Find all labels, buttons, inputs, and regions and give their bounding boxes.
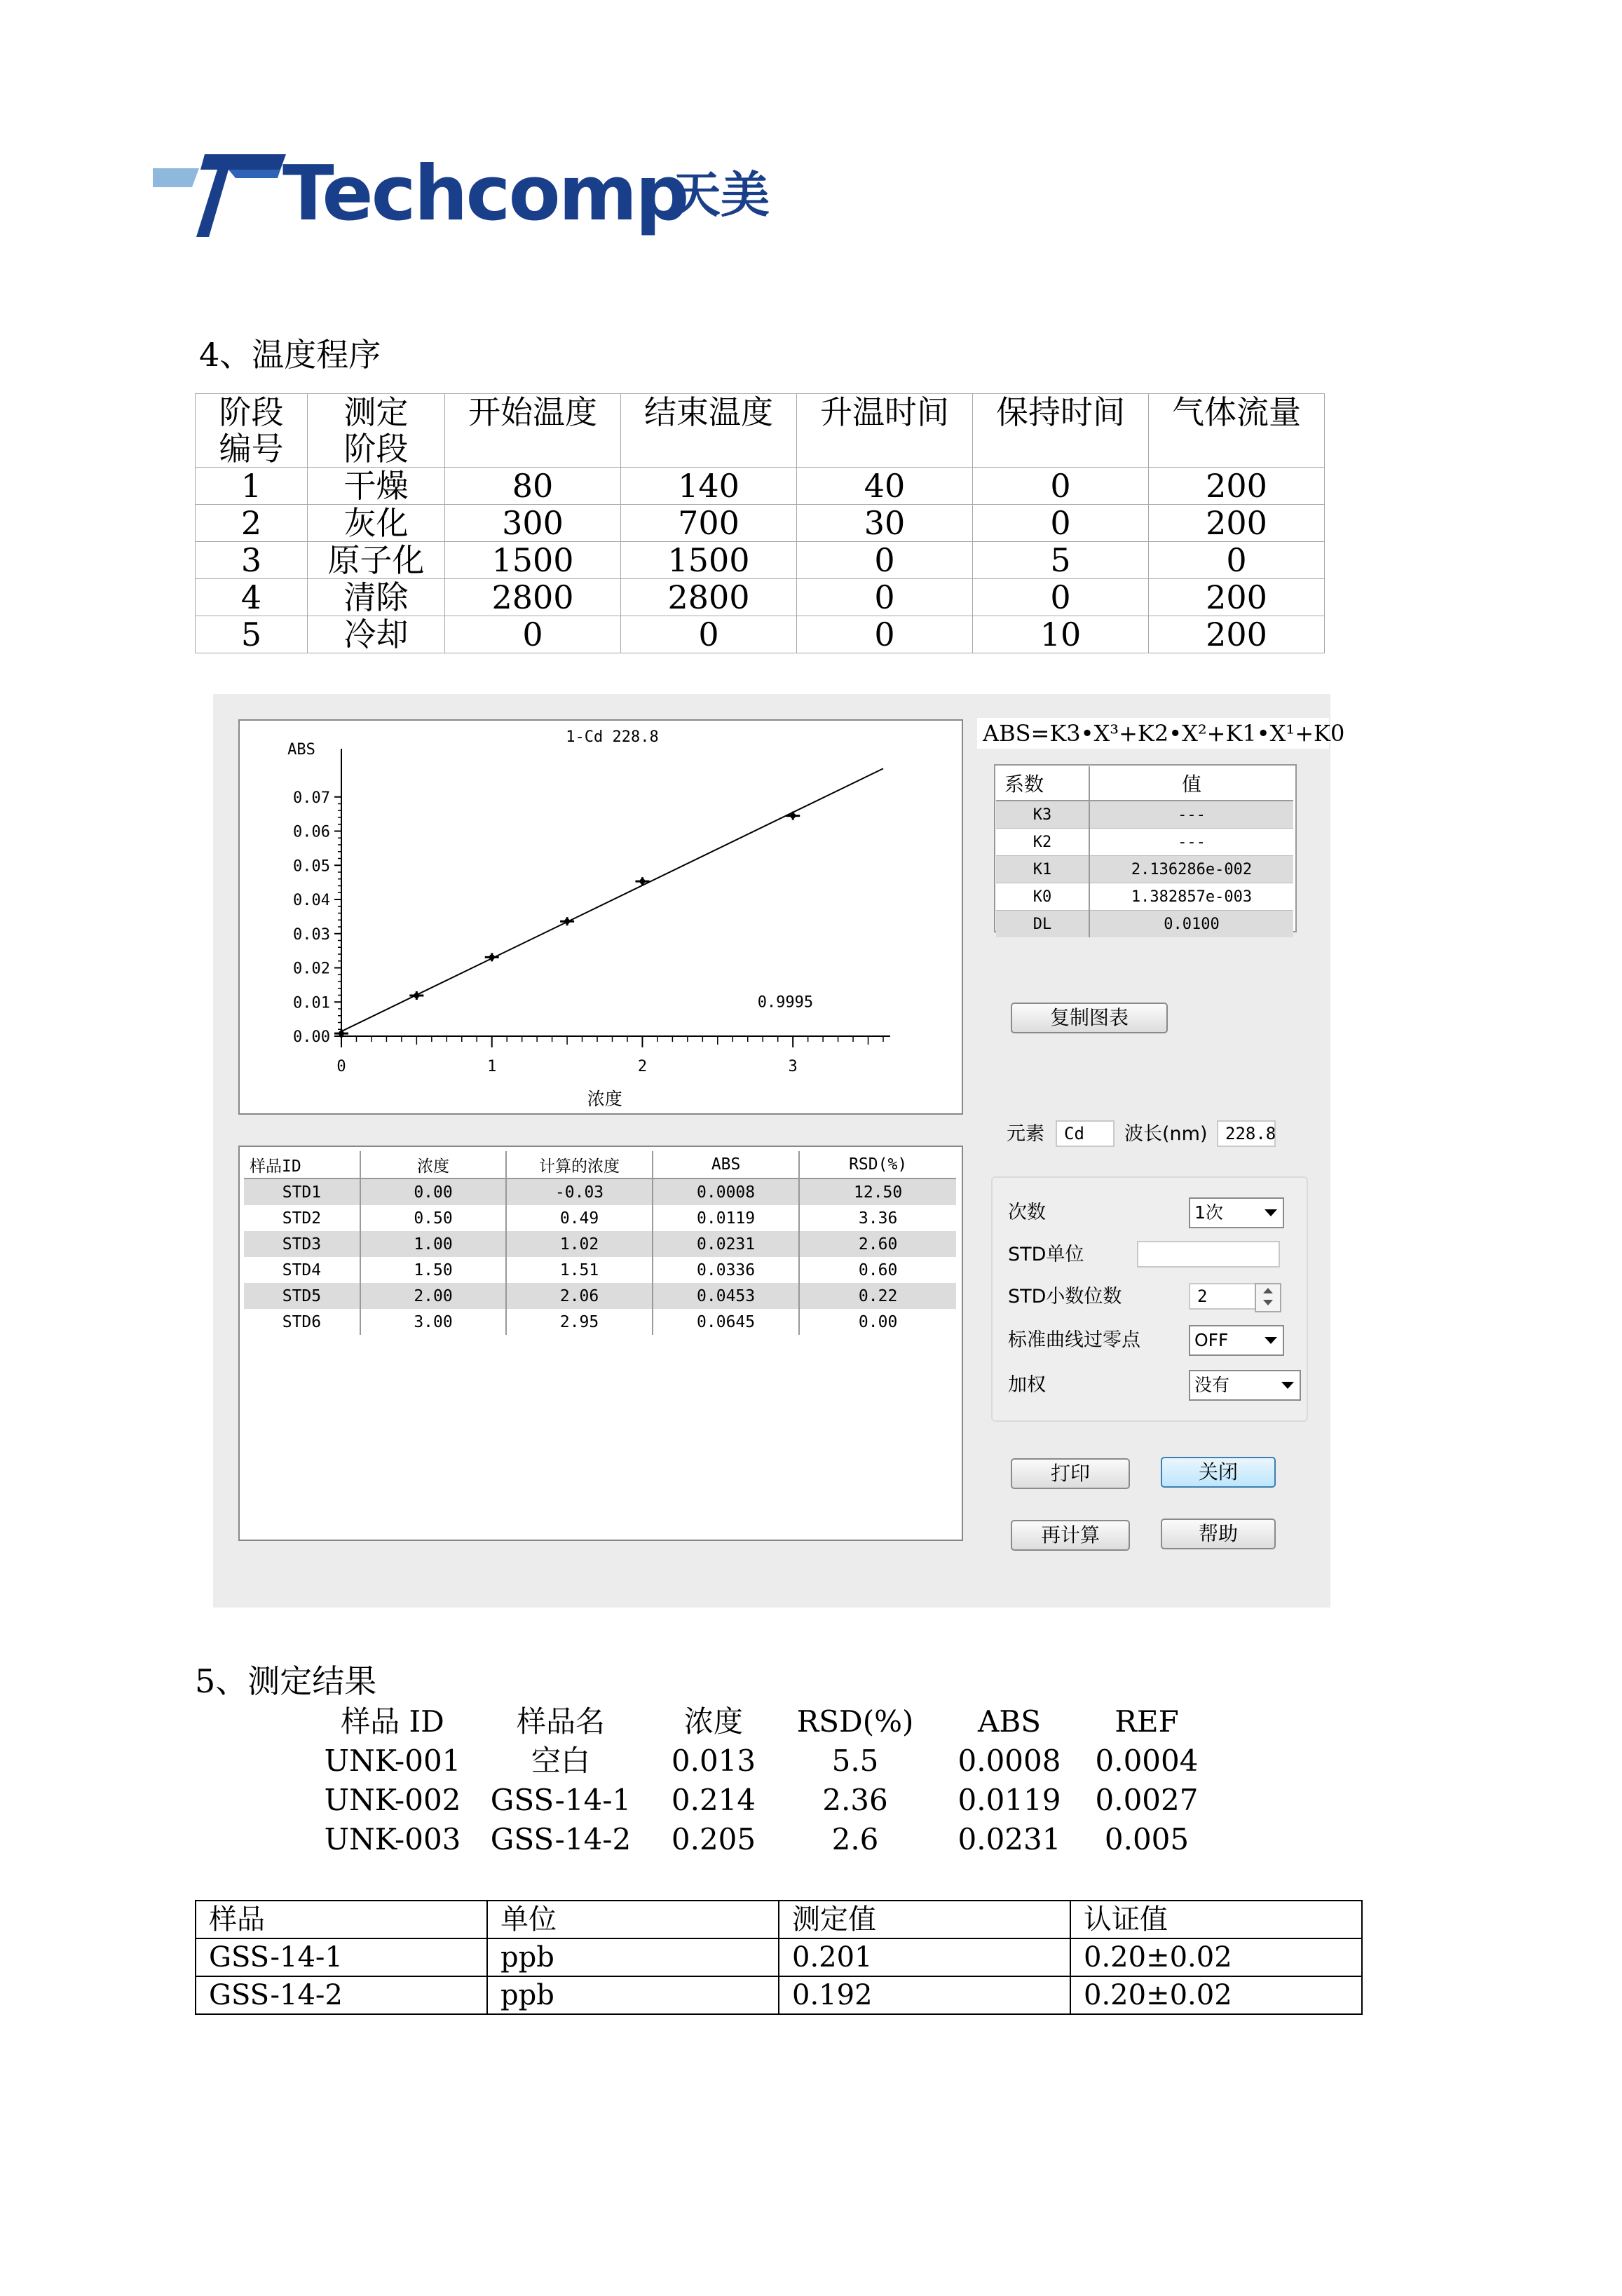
temp-header-text: 测定 [343, 393, 409, 431]
print-button[interactable]: 打印 [1011, 1458, 1130, 1489]
wavelength-field[interactable]: 228.8 [1217, 1120, 1276, 1147]
temp-cell: 0 [1149, 542, 1325, 579]
close-button[interactable]: 关闭 [1161, 1457, 1276, 1488]
temp-cell: 1500 [445, 542, 621, 579]
spin-up-icon[interactable] [1263, 1288, 1273, 1293]
cert-cell: 测定值 [779, 1901, 1070, 1938]
temp-cell: 300 [445, 505, 621, 542]
result-cell: RSD(%) [796, 1704, 914, 1739]
temperature-program-table [195, 393, 1325, 653]
data-header-cell[interactable]: 计算的浓度 [506, 1151, 653, 1178]
temp-header-row [196, 394, 1325, 468]
temp-header-cell [308, 394, 445, 468]
temp-row [196, 579, 1325, 616]
section-4-title: 4、温度程序 [199, 336, 381, 374]
data-point [489, 954, 495, 960]
result-cell: 0.0119 [957, 1783, 1061, 1817]
cert-header-row [196, 1901, 1362, 1938]
coef-cell: K0 [996, 883, 1089, 911]
result-cell: 样品 ID [341, 1704, 444, 1739]
data-cell: 2.06 [506, 1283, 653, 1309]
cert-cell: 0.20±0.02 [1070, 1938, 1362, 1976]
std-unit-label: STD单位 [1008, 1244, 1084, 1265]
data-header-cell[interactable]: 浓度 [360, 1151, 506, 1178]
data-cell: 0.0336 [653, 1257, 799, 1283]
temp-cell: 2800 [445, 579, 621, 616]
temp-header-text: 编号 [219, 430, 284, 468]
coefficient-panel [994, 764, 1297, 932]
cert-cell: GSS-14-2 [196, 1976, 487, 2014]
result-cell: 0.214 [671, 1783, 756, 1817]
temp-cell: 200 [1149, 616, 1325, 653]
coef-cell: --- [1089, 801, 1293, 829]
temp-cell: 0 [445, 616, 621, 653]
wavelength-label: 波长(nm) [1124, 1123, 1208, 1145]
data-row[interactable] [244, 1231, 956, 1257]
cert-cell: 样品 [196, 1901, 487, 1938]
coef-cell: 0.0100 [1089, 911, 1293, 938]
temp-cell: 80 [445, 468, 621, 505]
temp-header-text: 阶段 [343, 430, 409, 468]
data-point [339, 1031, 344, 1036]
data-point [639, 878, 645, 884]
coef-cell: --- [1089, 829, 1293, 856]
data-point [414, 993, 419, 998]
chevron-down-icon [1281, 1382, 1294, 1389]
standards-data-table [244, 1151, 956, 1335]
copy-chart-button[interactable]: 复制图表 [1011, 1003, 1168, 1033]
temp-cell: 5 [196, 616, 308, 653]
temp-cell: 40 [797, 468, 973, 505]
temp-cell: 0 [973, 579, 1149, 616]
data-cell: 2.00 [360, 1283, 506, 1309]
temp-cell: 200 [1149, 505, 1325, 542]
temp-cell: 0 [973, 468, 1149, 505]
data-cell: 0.0008 [653, 1178, 799, 1205]
data-row[interactable] [244, 1283, 956, 1309]
result-cell: 0.0027 [1095, 1783, 1199, 1817]
section-5-title: 5、测定结果 [195, 1662, 377, 1700]
temp-header-text: 阶段 [219, 393, 284, 431]
order-select[interactable] [1189, 1197, 1284, 1228]
software-screenshot [213, 694, 1345, 1608]
temp-cell: 10 [973, 616, 1149, 653]
data-row[interactable] [244, 1178, 956, 1205]
y-tick-label: 0.00 [293, 1028, 330, 1046]
data-cell: 1.51 [506, 1257, 653, 1283]
techcomp-logo [153, 149, 784, 240]
temp-row [196, 468, 1325, 505]
settings-panel [991, 1176, 1308, 1422]
result-cell: 浓度 [683, 1704, 743, 1739]
certified-values-table [195, 1900, 1363, 2015]
help-button[interactable]: 帮助 [1161, 1519, 1276, 1549]
data-row[interactable] [244, 1309, 956, 1335]
coef-cell: K3 [996, 801, 1089, 829]
result-cell: GSS-14-2 [490, 1822, 632, 1856]
y-tick-label: 0.01 [293, 994, 330, 1012]
x-tick-label: 0 [336, 1058, 346, 1075]
result-cell: 2.36 [822, 1783, 888, 1817]
weight-select-value: 没有 [1194, 1375, 1230, 1395]
cert-cell: 0.201 [779, 1938, 1070, 1976]
result-cell: 样品名 [516, 1704, 605, 1739]
temp-header-text: 开始温度 [468, 393, 597, 431]
x-tick-label: 3 [788, 1058, 798, 1075]
data-cell: 1.02 [506, 1231, 653, 1257]
calibration-formula: ABS=K3•X³+K2•X²+K1•X¹+K0 [977, 718, 1329, 749]
coef-header-cell: 值 [1089, 766, 1293, 801]
logo-brand-cn: 天美 [672, 166, 770, 224]
coef-header-row [996, 766, 1293, 801]
result-cell: GSS-14-1 [490, 1783, 632, 1817]
data-row[interactable] [244, 1205, 956, 1231]
fit-line [341, 768, 883, 1031]
temp-cell: 5 [973, 542, 1149, 579]
temp-cell: 1 [196, 468, 308, 505]
cert-cell: ppb [487, 1938, 779, 1976]
data-cell: STD5 [244, 1283, 360, 1309]
data-header-cell[interactable]: RSD(%) [799, 1151, 956, 1178]
y-tick-label: 0.07 [293, 789, 330, 807]
cert-cell: GSS-14-1 [196, 1938, 487, 1976]
result-cell: REF [1115, 1704, 1179, 1739]
result-cell: UNK-001 [324, 1744, 461, 1778]
std-decimals-input[interactable] [1189, 1283, 1259, 1310]
coef-cell: 1.382857e-003 [1089, 883, 1293, 911]
temp-header-text: 结束温度 [644, 393, 773, 431]
coef-cell: DL [996, 911, 1089, 938]
data-cell: 3.36 [799, 1205, 956, 1231]
temp-cell: 140 [621, 468, 797, 505]
data-cell: 2.60 [799, 1231, 956, 1257]
data-cell: 0.00 [799, 1309, 956, 1335]
temp-header-cell [196, 394, 308, 468]
zero-point-select-value: OFF [1194, 1330, 1229, 1350]
temp-row [196, 616, 1325, 653]
coefficient-table [996, 766, 1293, 937]
coef-row [996, 883, 1293, 911]
data-cell: 12.50 [799, 1178, 956, 1205]
temp-cell: 700 [621, 505, 797, 542]
std-unit-input[interactable] [1137, 1241, 1280, 1268]
temp-header-text: 升温时间 [820, 393, 949, 431]
result-cell: 0.0008 [957, 1744, 1061, 1778]
results-header-row [0, 1704, 1402, 1740]
y-axis-label: ABS [287, 741, 315, 759]
spin-down-icon[interactable] [1263, 1300, 1273, 1305]
zero-point-label: 标准曲线过零点 [1008, 1329, 1140, 1351]
temp-cell: 0 [797, 579, 973, 616]
temp-cell: 清除 [308, 579, 445, 616]
coef-cell: K2 [996, 829, 1089, 856]
temp-cell: 2 [196, 505, 308, 542]
data-header-cell[interactable]: 样品ID [244, 1151, 360, 1178]
data-header-row [244, 1151, 956, 1178]
data-cell: 1.50 [360, 1257, 506, 1283]
coef-row [996, 856, 1293, 883]
temp-cell: 0 [797, 542, 973, 579]
temp-cell: 0 [621, 616, 797, 653]
data-cell: 3.00 [360, 1309, 506, 1335]
result-cell: 2.6 [831, 1822, 879, 1856]
result-cell: 0.0231 [957, 1822, 1061, 1856]
data-cell: STD4 [244, 1257, 360, 1283]
temp-cell: 原子化 [308, 542, 445, 579]
r-value-annotation: 0.9995 [757, 993, 814, 1012]
logo-brand-text: Techcomp [282, 150, 688, 238]
cert-cell: 0.192 [779, 1976, 1070, 2014]
chevron-down-icon [1265, 1337, 1277, 1344]
element-label: 元素 [1007, 1123, 1044, 1145]
data-cell: 0.0231 [653, 1231, 799, 1257]
coef-cell: 2.136286e-002 [1089, 856, 1293, 883]
recalculate-button[interactable]: 再计算 [1011, 1520, 1130, 1551]
logo-mark-icon [153, 149, 286, 240]
coef-row [996, 829, 1293, 856]
data-row[interactable] [244, 1257, 956, 1283]
y-tick-label: 0.05 [293, 857, 330, 876]
results-row [0, 1743, 1402, 1779]
coef-header-cell: 系数 [996, 766, 1089, 801]
temp-cell: 灰化 [308, 505, 445, 542]
cert-cell: ppb [487, 1976, 779, 2014]
cert-cell: 0.20±0.02 [1070, 1976, 1362, 2014]
weight-label: 加权 [1008, 1374, 1046, 1396]
order-select-value: 1次 [1194, 1202, 1223, 1223]
temp-row [196, 542, 1325, 579]
cert-cell: 认证值 [1070, 1901, 1362, 1938]
results-row [0, 1782, 1402, 1819]
x-tick-label: 2 [637, 1058, 648, 1075]
data-cell: 0.00 [360, 1178, 506, 1205]
element-field[interactable]: Cd [1056, 1120, 1115, 1147]
temp-cell: 1500 [621, 542, 797, 579]
temp-header-cell [445, 394, 621, 468]
data-cell: STD2 [244, 1205, 360, 1231]
temp-cell: 冷却 [308, 616, 445, 653]
x-axis-label: 浓度 [587, 1089, 622, 1109]
coef-row [996, 801, 1293, 829]
y-tick-label: 0.06 [293, 823, 330, 841]
temp-row [196, 505, 1325, 542]
chart-title: 1-Cd 228.8 [566, 728, 659, 746]
result-cell: 0.005 [1104, 1822, 1190, 1856]
coef-cell: K1 [996, 856, 1089, 883]
data-cell: 0.50 [360, 1205, 506, 1231]
std-decimals-spinner[interactable] [1255, 1283, 1281, 1312]
data-cell: 0.22 [799, 1283, 956, 1309]
data-cell: 1.00 [360, 1231, 506, 1257]
data-header-cell[interactable]: ABS [653, 1151, 799, 1178]
data-cell: STD6 [244, 1309, 360, 1335]
data-point [564, 918, 570, 924]
temp-cell: 干燥 [308, 468, 445, 505]
zero-point-select[interactable] [1189, 1325, 1284, 1356]
result-cell: 空白 [531, 1744, 590, 1778]
data-cell: 0.0119 [653, 1205, 799, 1231]
temp-header-cell [797, 394, 973, 468]
data-cell: -0.03 [506, 1178, 653, 1205]
temp-cell: 200 [1149, 579, 1325, 616]
temp-cell: 200 [1149, 468, 1325, 505]
y-tick-label: 0.04 [293, 892, 330, 909]
cert-row [196, 1938, 1362, 1976]
y-tick-label: 0.03 [293, 925, 330, 944]
data-cell: 2.95 [506, 1309, 653, 1335]
std-decimals-value: 2 [1197, 1286, 1208, 1306]
data-cell: STD3 [244, 1231, 360, 1257]
temp-header-text: 气体流量 [1172, 393, 1301, 431]
data-cell: 0.60 [799, 1257, 956, 1283]
result-cell: UNK-003 [324, 1822, 461, 1856]
temp-header-cell [1149, 394, 1325, 468]
temp-cell: 0 [797, 616, 973, 653]
temp-cell: 3 [196, 542, 308, 579]
calibration-chart [238, 719, 963, 1115]
result-cell: 0.205 [671, 1822, 756, 1856]
result-cell: 0.0004 [1095, 1744, 1199, 1778]
cert-cell: 单位 [487, 1901, 779, 1938]
result-cell: ABS [978, 1704, 1041, 1739]
weight-select[interactable] [1189, 1370, 1301, 1401]
order-label: 次数 [1008, 1202, 1046, 1223]
temp-header-cell [973, 394, 1149, 468]
temp-cell: 0 [973, 505, 1149, 542]
std-decimals-label: STD小数位数 [1008, 1286, 1122, 1307]
data-point [790, 813, 796, 819]
data-cell: 0.0645 [653, 1309, 799, 1335]
result-cell: UNK-002 [324, 1783, 461, 1817]
data-cell: 0.0453 [653, 1283, 799, 1309]
result-cell: 5.5 [831, 1744, 879, 1778]
temp-cell: 30 [797, 505, 973, 542]
result-cell: 0.013 [671, 1744, 756, 1778]
data-cell: 0.49 [506, 1205, 653, 1231]
results-row [0, 1821, 1402, 1858]
x-tick-label: 1 [487, 1058, 497, 1075]
chevron-down-icon [1265, 1209, 1277, 1216]
coef-row [996, 911, 1293, 938]
data-cell: STD1 [244, 1178, 360, 1205]
temp-header-cell [621, 394, 797, 468]
calibration-chart-svg [240, 721, 962, 1113]
cert-row [196, 1976, 1362, 2014]
temp-header-text: 保持时间 [996, 393, 1125, 431]
temp-cell: 2800 [621, 579, 797, 616]
standards-data-panel [238, 1146, 963, 1541]
temp-cell: 4 [196, 579, 308, 616]
y-tick-label: 0.02 [293, 960, 330, 978]
